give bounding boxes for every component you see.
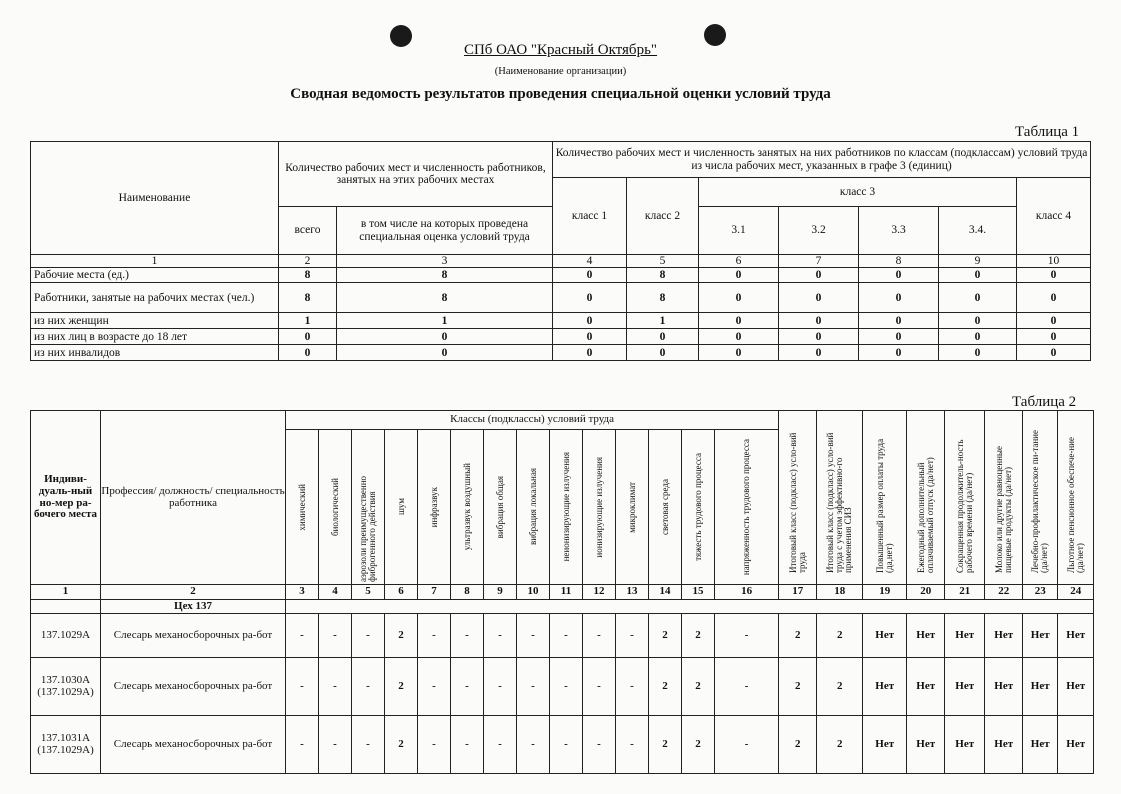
header-factor-text: шум: [395, 498, 406, 516]
cell: 0: [699, 345, 779, 361]
cell: Нет: [945, 658, 985, 716]
header-class2: класс 2: [627, 178, 699, 255]
col-number: 3: [337, 255, 553, 268]
cell: -: [550, 614, 583, 658]
cell: 0: [553, 283, 627, 313]
header-extra-text: Сокращенная продолжитель-ность рабочего времени (да/нет): [954, 439, 974, 573]
col-number: 9: [484, 585, 517, 600]
header-name: Наименование: [31, 142, 279, 255]
cell: -: [451, 614, 484, 658]
cell: 2: [649, 716, 682, 774]
header-factor-text: микроклимат: [626, 481, 637, 533]
cell: 1: [279, 313, 337, 329]
cell: -: [484, 658, 517, 716]
cell: -: [286, 614, 319, 658]
workplace-id: 137.1031А (137.1029А): [31, 716, 101, 774]
cell: 2: [649, 658, 682, 716]
col-number: 1: [31, 255, 279, 268]
cell: 2: [385, 716, 418, 774]
header-factor-text: тяжесть трудового процесса: [692, 453, 703, 561]
cell: 2: [779, 716, 817, 774]
cell: -: [517, 614, 550, 658]
cell: -: [319, 716, 352, 774]
col-number: 7: [418, 585, 451, 600]
header-extra: [779, 411, 817, 585]
col-number: 2: [279, 255, 337, 268]
header-factor-text: неионизирующие излучения: [560, 452, 571, 562]
col-number: 13: [616, 585, 649, 600]
col-number: 10: [517, 585, 550, 600]
cell: Нет: [1058, 658, 1094, 716]
header-factor-text: световая среда: [659, 479, 670, 535]
header-sub-3-2: 3.2: [779, 207, 859, 255]
header-extra-text: Льготное пенсионное обеспече-ние (да/нет): [1065, 436, 1085, 573]
profession: Слесарь механосборочных ра-бот: [101, 658, 286, 716]
header-factor: [418, 430, 451, 585]
col-number: 17: [779, 585, 817, 600]
cell: 0: [1017, 329, 1091, 345]
cell: Нет: [1023, 658, 1058, 716]
cell: -: [418, 614, 451, 658]
header-factor: [319, 430, 352, 585]
header-extra: [1058, 411, 1094, 585]
cell: 2: [817, 658, 863, 716]
table-row: [31, 313, 1091, 329]
header-extra-text: Молоко или другие равноценные пищевые продукты (да/нет): [993, 445, 1013, 573]
col-number: 10: [1017, 255, 1091, 268]
cell: 0: [337, 345, 553, 361]
cell: 0: [859, 313, 939, 329]
header-factor-text: инфразвук: [428, 486, 439, 528]
col-number: 16: [715, 585, 779, 600]
col-number: 14: [649, 585, 682, 600]
header-factor-text: напряженность трудового процесса: [741, 438, 752, 576]
cell: -: [583, 716, 616, 774]
header-extra-text: Ежегодный дополнительный оплачиваемый отпуск (да/нет): [915, 456, 935, 573]
header-factor: [616, 430, 649, 585]
header-total: всего: [279, 207, 337, 255]
column-numbers-row: [31, 255, 1091, 268]
cell: -: [451, 658, 484, 716]
cell: Нет: [863, 716, 907, 774]
cell: 0: [779, 283, 859, 313]
cell: 0: [939, 283, 1017, 313]
cell: Нет: [907, 614, 945, 658]
cell: -: [550, 658, 583, 716]
cell: -: [517, 716, 550, 774]
cell: 0: [279, 345, 337, 361]
cell: 8: [337, 283, 553, 313]
cell: 2: [682, 658, 715, 716]
cell: -: [616, 658, 649, 716]
table-row: [31, 268, 1091, 283]
cell: -: [352, 614, 385, 658]
row-label: из них инвалидов: [31, 345, 279, 361]
cell: -: [583, 614, 616, 658]
cell: Нет: [1023, 716, 1058, 774]
cell: 2: [649, 614, 682, 658]
cell: 0: [337, 329, 553, 345]
cell: -: [550, 716, 583, 774]
header-class4: класс 4: [1017, 178, 1091, 255]
workplace-table: [30, 410, 1094, 774]
cell: Нет: [907, 716, 945, 774]
profession: Слесарь механосборочных ра-бот: [101, 614, 286, 658]
summary-table: [30, 141, 1091, 361]
header-factor-text: вибрация локальная: [527, 468, 538, 546]
cell: -: [715, 658, 779, 716]
cell: 0: [627, 345, 699, 361]
header-factor: [550, 430, 583, 585]
cell: -: [583, 658, 616, 716]
cell: 2: [682, 716, 715, 774]
header-factor-text: ультразвук воздушный: [461, 463, 472, 551]
col-number: 8: [859, 255, 939, 268]
document-title: Сводная ведомость результатов проведения специальной оценки условий труда: [290, 86, 831, 102]
col-number: 11: [550, 585, 583, 600]
header-factor-text: химический: [296, 483, 307, 531]
section-row: [31, 600, 1094, 614]
header-class3: класс 3: [699, 178, 1017, 207]
cell: 8: [627, 268, 699, 283]
header-extra: [985, 411, 1023, 585]
cell: 0: [699, 313, 779, 329]
col-number: 21: [945, 585, 985, 600]
cell: 2: [385, 658, 418, 716]
cell: 0: [553, 268, 627, 283]
cell: 0: [779, 313, 859, 329]
cell: -: [352, 716, 385, 774]
cell: -: [286, 658, 319, 716]
col-number: 5: [627, 255, 699, 268]
workplace-id: 137.1030А (137.1029А): [31, 658, 101, 716]
header-sub-3-4: 3.4.: [939, 207, 1017, 255]
cell: 0: [939, 313, 1017, 329]
workplace-id: 137.1029А: [31, 614, 101, 658]
table-row: [31, 283, 1091, 313]
cell: Нет: [985, 658, 1023, 716]
col-number: 6: [699, 255, 779, 268]
header-extra: [863, 411, 907, 585]
header-extra: [817, 411, 863, 585]
header-extra: [1023, 411, 1058, 585]
header-factor: [352, 430, 385, 585]
cell: 0: [699, 268, 779, 283]
row-label: из них женщин: [31, 313, 279, 329]
col-number: 19: [863, 585, 907, 600]
cell: 8: [279, 268, 337, 283]
col-number: 15: [682, 585, 715, 600]
cell: 0: [553, 329, 627, 345]
header-workplaces-total: Количество рабочих мест и численность работников, занятых на этих рабочих местах: [279, 142, 553, 207]
header-factor-text: вибрация общая: [494, 475, 505, 539]
cell: 0: [279, 329, 337, 345]
cell: Нет: [907, 658, 945, 716]
cell: 0: [1017, 283, 1091, 313]
cell: 8: [279, 283, 337, 313]
cell: Нет: [1023, 614, 1058, 658]
col-number: 8: [451, 585, 484, 600]
cell: 0: [699, 283, 779, 313]
cell: 1: [337, 313, 553, 329]
cell: 0: [1017, 268, 1091, 283]
cell: -: [715, 716, 779, 774]
cell: Нет: [863, 658, 907, 716]
col-number: 5: [352, 585, 385, 600]
table-row: [31, 658, 1094, 716]
cell: -: [715, 614, 779, 658]
column-numbers-row: [31, 585, 1094, 600]
col-number: 1: [31, 585, 101, 600]
cell: 0: [553, 313, 627, 329]
header-factor: [286, 430, 319, 585]
cell: -: [352, 658, 385, 716]
cell: -: [418, 658, 451, 716]
cell: 0: [699, 329, 779, 345]
cell: -: [484, 716, 517, 774]
cell: 2: [682, 614, 715, 658]
organization-name: СПб ОАО "Красный Октябрь": [463, 42, 658, 58]
organization-caption: (Наименование организации): [494, 66, 627, 77]
col-number: 18: [817, 585, 863, 600]
section-title: Цех 137: [101, 600, 286, 614]
row-label: из них лиц в возрасте до 18 лет: [31, 329, 279, 345]
cell: 0: [553, 345, 627, 361]
table-row: [31, 345, 1091, 361]
cell: -: [484, 614, 517, 658]
header-sub-3-3: 3.3: [859, 207, 939, 255]
table1-label: Таблица 1: [1015, 124, 1080, 140]
cell: 0: [779, 268, 859, 283]
cell: 2: [817, 716, 863, 774]
cell: -: [286, 716, 319, 774]
col-number: 9: [939, 255, 1017, 268]
cell: 2: [385, 614, 418, 658]
cell: -: [418, 716, 451, 774]
cell: 2: [779, 658, 817, 716]
header-factor-text: аэрозоли преимущественно фиброгенного действия: [358, 475, 377, 582]
cell: 8: [337, 268, 553, 283]
col-number: 4: [319, 585, 352, 600]
cell: -: [319, 614, 352, 658]
cell: 0: [859, 268, 939, 283]
cell: 0: [859, 345, 939, 361]
cell: 0: [859, 283, 939, 313]
cell: 0: [939, 345, 1017, 361]
row-label: Работники, занятые на рабочих местах (чел.): [31, 283, 279, 313]
cell: Нет: [1058, 614, 1094, 658]
cell: Нет: [945, 614, 985, 658]
col-number: 12: [583, 585, 616, 600]
col-number: 6: [385, 585, 418, 600]
header-extra-text: Итоговый класс (подкласс) усло-вий труда с учетом эффективно-го применения СИЗ: [825, 432, 854, 573]
cell: 2: [817, 614, 863, 658]
header-factor: [649, 430, 682, 585]
col-number: 3: [286, 585, 319, 600]
col-number: 20: [907, 585, 945, 600]
col-number: 7: [779, 255, 859, 268]
header-factor: [715, 430, 779, 585]
table-row: [31, 614, 1094, 658]
header-factor: [451, 430, 484, 585]
cell: 0: [1017, 345, 1091, 361]
table-row: [31, 329, 1091, 345]
cell: Нет: [985, 716, 1023, 774]
header-extra-text: Лечебно-профилактическое пи-тание (да/нет): [1030, 429, 1050, 573]
row-label: Рабочие места (ед.): [31, 268, 279, 283]
header-extra-text: Итоговый класс (подкласс) усло-вий труда: [787, 432, 807, 573]
cell: 0: [627, 329, 699, 345]
cell: 8: [627, 283, 699, 313]
cell: 0: [1017, 313, 1091, 329]
cell: 0: [779, 345, 859, 361]
col-number: 2: [101, 585, 286, 600]
cell: 0: [859, 329, 939, 345]
cell: Нет: [945, 716, 985, 774]
col-number: 24: [1058, 585, 1094, 600]
table-row: [31, 716, 1094, 774]
header-extra-text: Повышенный размер оплаты труда (да,нет): [874, 438, 894, 573]
cell: 1: [627, 313, 699, 329]
cell: 0: [779, 329, 859, 345]
cell: 0: [939, 329, 1017, 345]
header-extra: [907, 411, 945, 585]
cell: -: [616, 716, 649, 774]
header-sub-3-1: 3.1: [699, 207, 779, 255]
cell: Нет: [985, 614, 1023, 658]
cell: Нет: [1058, 716, 1094, 774]
header-assessed: в том числе на которых проведена специальная оценка условий труда: [337, 207, 553, 255]
header-factor: [517, 430, 550, 585]
header-factor: [583, 430, 616, 585]
header-class1: класс 1: [553, 178, 627, 255]
col-number: 22: [985, 585, 1023, 600]
header-extra: [945, 411, 985, 585]
header-factor-text: ионизирующие излучения: [593, 456, 604, 558]
header-workplace-id: Индиви-дуаль-ный но-мер ра-бочего места: [31, 411, 101, 585]
header-workplaces-by-class: Количество рабочих мест и численность занятых на них работников по классам (подклассам) условий труда из числа рабочих мест, указанных в графе 3 (единиц): [553, 142, 1091, 178]
header-profession: Профессия/ должность/ специальность работника: [101, 411, 286, 585]
col-number: 23: [1023, 585, 1058, 600]
header-classes: Классы (подклассы) условий труда: [286, 411, 779, 430]
header-factor: [385, 430, 418, 585]
cell: -: [517, 658, 550, 716]
cell: 0: [939, 268, 1017, 283]
cell: -: [451, 716, 484, 774]
header-factor-text: биологический: [329, 477, 340, 537]
header-factor: [682, 430, 715, 585]
table2-label: Таблица 2: [1012, 394, 1077, 410]
profession: Слесарь механосборочных ра-бот: [101, 716, 286, 774]
col-number: 4: [553, 255, 627, 268]
cell: 2: [779, 614, 817, 658]
cell: -: [616, 614, 649, 658]
cell: Нет: [863, 614, 907, 658]
cell: -: [319, 658, 352, 716]
header-factor: [484, 430, 517, 585]
